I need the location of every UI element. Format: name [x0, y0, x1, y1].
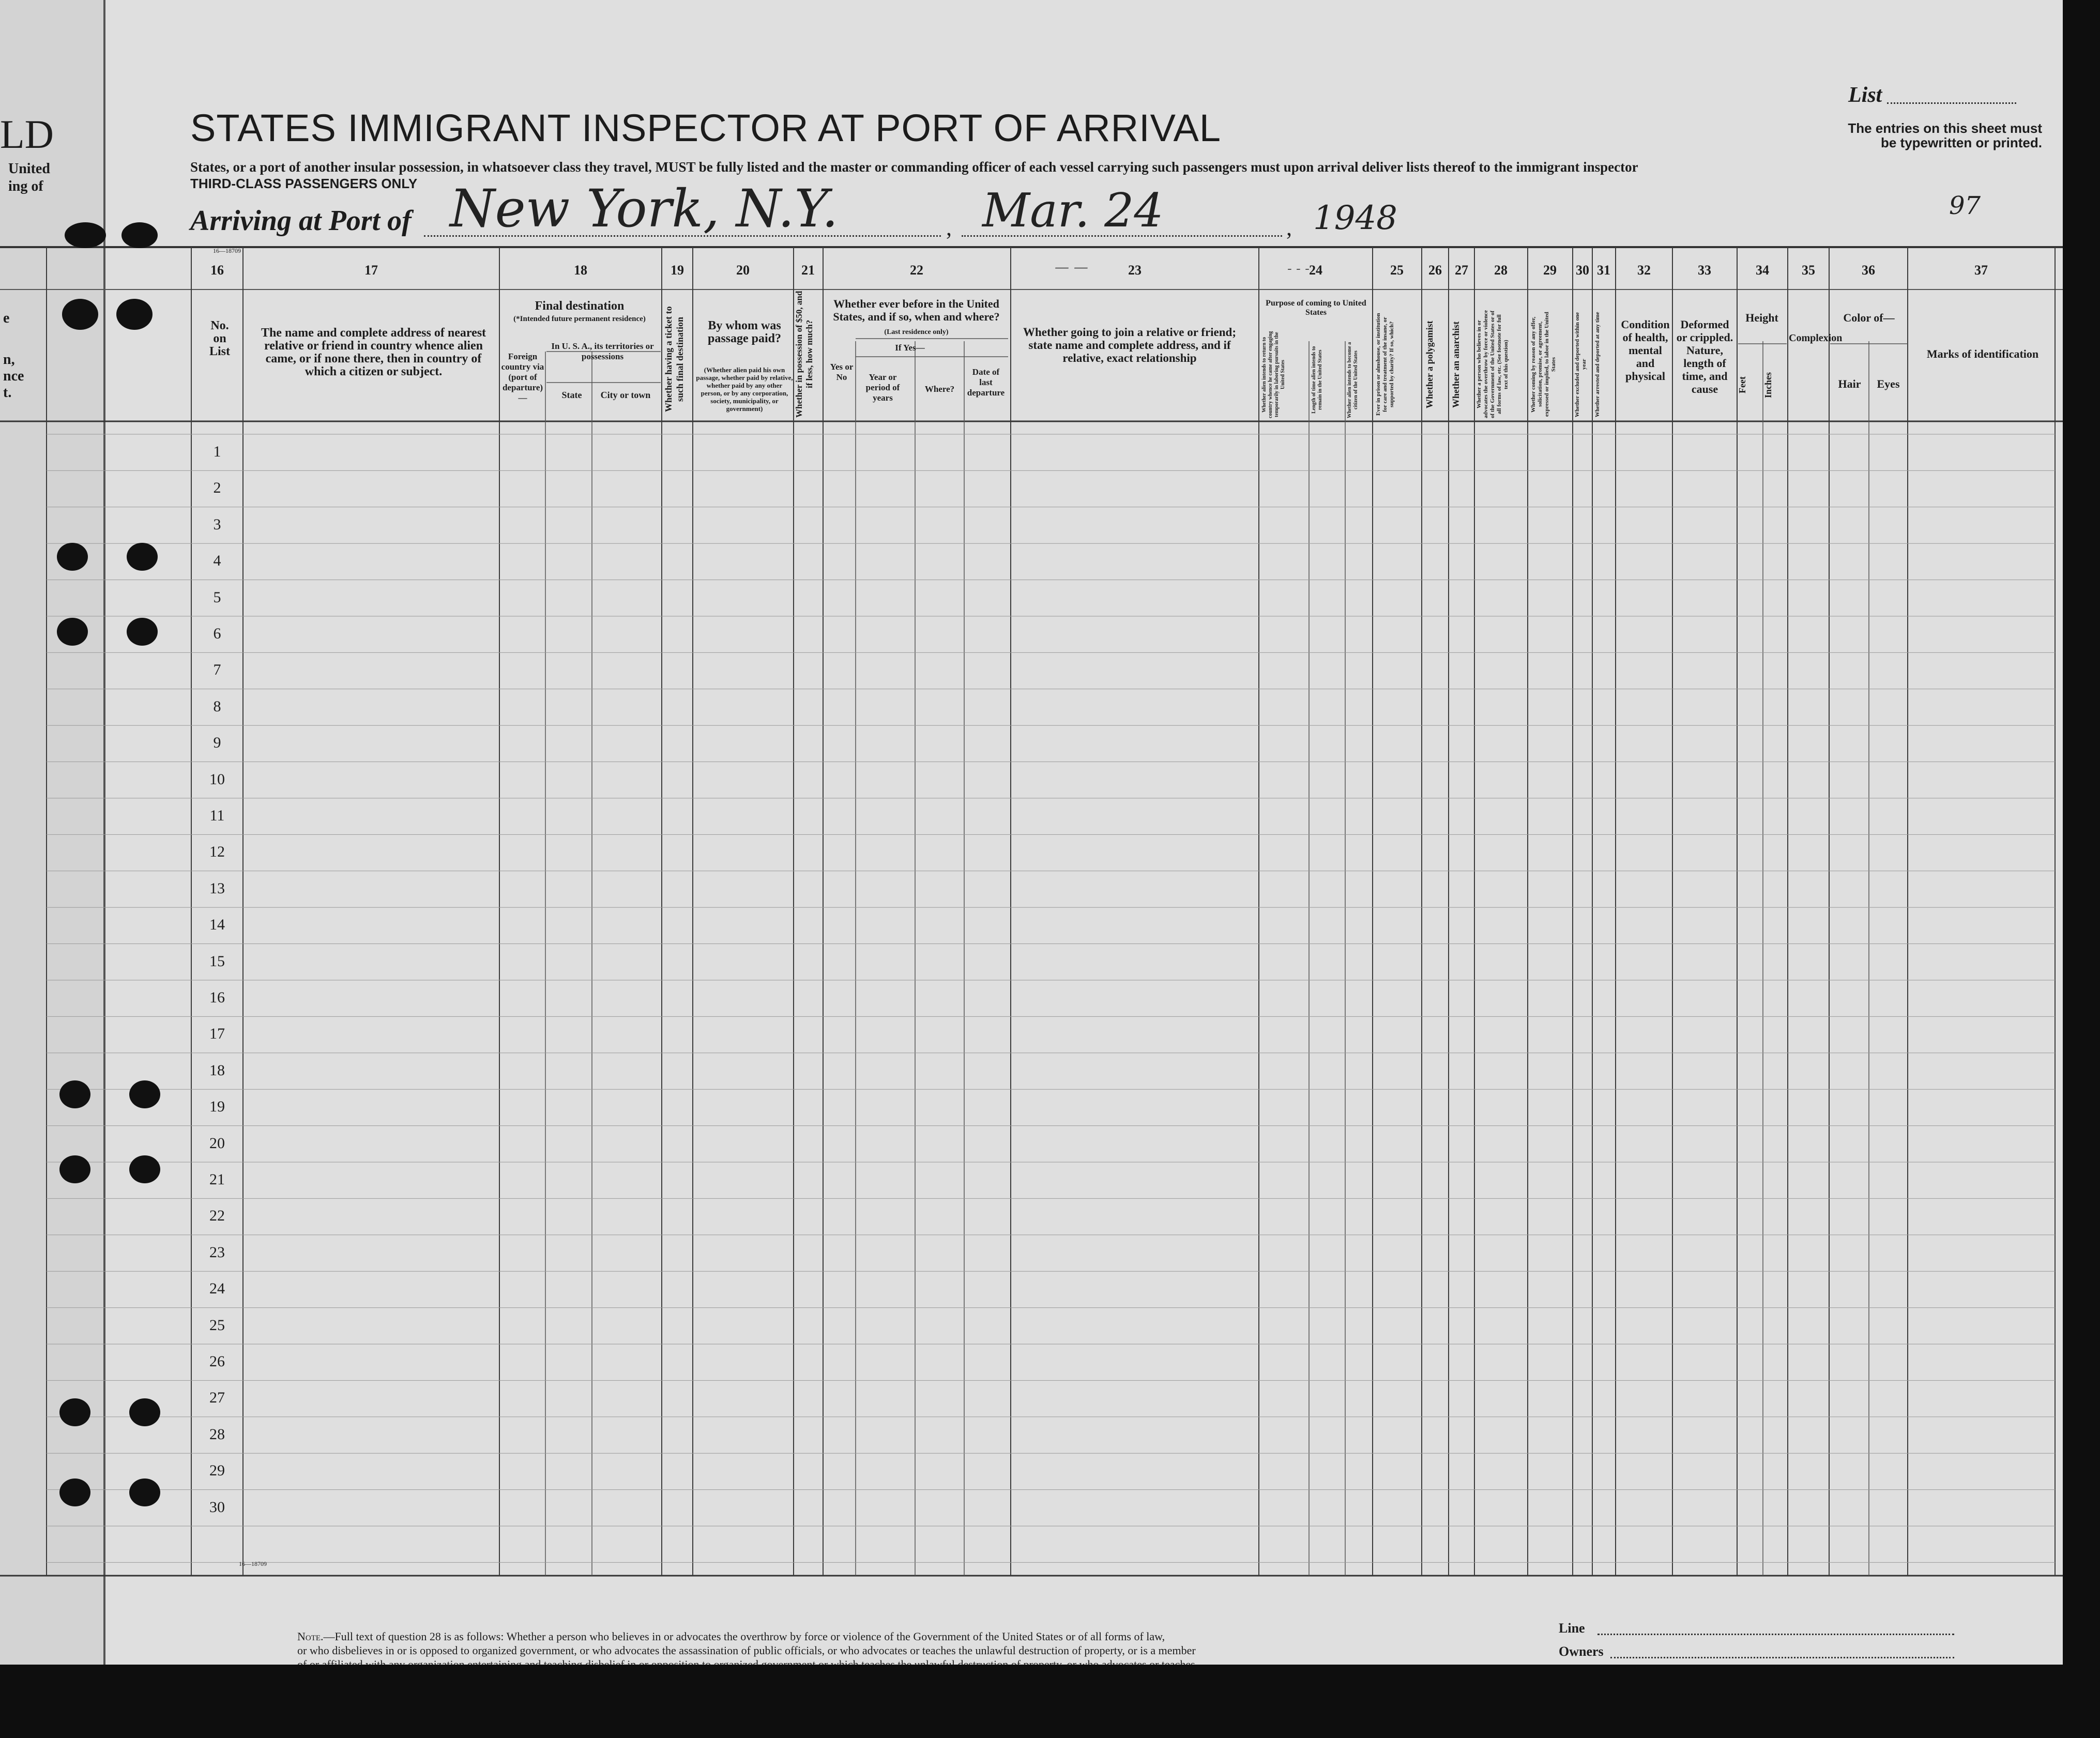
header-last-residence: (Last residence only) — [884, 328, 949, 336]
punch-hole — [129, 1155, 160, 1183]
header-height: Height — [1745, 311, 1778, 324]
owners-field — [1610, 1657, 1954, 1658]
row-number: 26 — [209, 1353, 225, 1370]
header-foreign-country: Foreign country via (port of departure)— — [501, 352, 544, 403]
line-label: Line — [1559, 1621, 1585, 1636]
row-number: 10 — [209, 770, 225, 788]
column-number: 35 — [1802, 263, 1815, 278]
comma: , — [1286, 215, 1292, 240]
punch-hole — [59, 1398, 90, 1426]
flap-text-1: United ing of — [8, 161, 50, 194]
header-anarchist: Whether an anarchist — [1451, 321, 1461, 408]
punch-hole — [57, 543, 88, 571]
row-number: 27 — [209, 1389, 225, 1407]
list-line — [1887, 102, 2016, 104]
date-handwritten: Mar. 24 — [982, 184, 1164, 238]
row-number: 8 — [213, 697, 221, 715]
line-field — [1597, 1634, 1954, 1635]
column-number: 25 — [1390, 263, 1404, 278]
column-number: 29 — [1543, 263, 1557, 278]
comma: , — [946, 215, 952, 240]
column-number: 21 — [801, 263, 815, 278]
row-number: 2 — [213, 479, 221, 497]
header-28: Whether a person who believes in or advocates the overthrow by force or violence of the Government of the United States or of all forms of law, etc. (See footnote for full text of this question) — [1476, 310, 1509, 419]
row-number: 24 — [209, 1280, 225, 1298]
header-date-departure: Date of last departure — [967, 367, 1005, 398]
row-number: 3 — [213, 515, 221, 533]
header-inches: Inches — [1763, 372, 1773, 399]
header-passage-paid: By whom was passage paid? — [707, 319, 782, 345]
row-number: 5 — [213, 588, 221, 606]
row-number: 28 — [209, 1425, 225, 1443]
punch-hole — [121, 222, 158, 248]
header-complexion: Complexion — [1789, 332, 1843, 344]
column-number: 22 — [910, 263, 923, 278]
class-label: THIRD-CLASS PASSENGERS ONLY — [190, 176, 418, 191]
header-final-destination: Final destination (*Intended future permanent residence) — [513, 299, 646, 323]
scan-border-bottom — [0, 1665, 2100, 1738]
row-number: 18 — [209, 1061, 225, 1079]
column-number: 17 — [364, 263, 378, 278]
column-number: 18 — [574, 263, 587, 278]
punch-hole — [129, 1478, 160, 1506]
header-condition: Condition of health, mental and physical — [1621, 318, 1670, 383]
column-number: 28 — [1494, 263, 1508, 278]
punch-hole — [116, 299, 153, 330]
header-nearest-relative: The name and complete address of nearest relative or friend in country whence alien came, or if none there, then in country of which a citizen or subject. — [261, 326, 486, 378]
faint-mark: - - - — [1287, 261, 1310, 277]
column-number: 23 — [1128, 263, 1142, 278]
row-number: 17 — [209, 1025, 225, 1043]
punch-hole — [65, 222, 106, 248]
header-where: Where? — [924, 384, 955, 394]
column-number: 27 — [1455, 263, 1468, 278]
header-30: Whether excluded and deported within one year — [1574, 312, 1587, 417]
header-31: Whether arrested and deported at any time — [1594, 312, 1601, 417]
header-year-period: Year or period of years — [865, 372, 900, 403]
column-number: 33 — [1698, 263, 1711, 278]
header-purpose: Purpose of coming to United States — [1266, 299, 1366, 317]
punch-hole — [127, 543, 158, 571]
punch-hole — [62, 299, 98, 330]
column-number: 16 — [210, 263, 224, 278]
column-number: 36 — [1862, 263, 1875, 278]
instructions-line: States, or a port of another insular possession, in whatsoever class they travel, MUST be fully listed and the master or commanding officer of each vessel carrying such passengers must upon arrival deliver lists thereof to the immigrant inspector — [190, 159, 1638, 175]
port-handwritten: New York, N.Y. — [450, 178, 839, 239]
row-number: 11 — [209, 807, 225, 824]
typewritten-note: The entries on this sheet must be typewritten or printed. — [1848, 120, 2042, 150]
row-number: 9 — [213, 734, 221, 752]
punch-hole — [129, 1080, 160, 1108]
column-number: 34 — [1756, 263, 1769, 278]
header-eyes: Eyes — [1877, 377, 1900, 390]
header-no-on-list: No. on List — [209, 319, 230, 358]
row-number: 29 — [209, 1462, 225, 1480]
list-label: List — [1848, 83, 1882, 107]
header-marks: Marks of identification — [1926, 347, 2039, 360]
owners-label: Owners — [1559, 1644, 1604, 1659]
column-number: 20 — [736, 263, 750, 278]
column-number: 19 — [671, 263, 684, 278]
column-number: 26 — [1428, 263, 1442, 278]
page-title: STATES IMMIGRANT INSPECTOR AT PORT OF ARRIVAL — [190, 106, 1222, 149]
punch-hole — [57, 618, 88, 646]
row-number: 13 — [209, 879, 225, 897]
column-number: 30 — [1576, 263, 1589, 278]
header-purpose-c: Whether alien intends to become a citizen of the United States — [1347, 342, 1359, 418]
header-in-usa: In U. S. A., its territories or possessions — [551, 341, 654, 361]
row-number: 16 — [209, 989, 225, 1006]
header-if-yes: If Yes— — [895, 343, 925, 353]
row-number: 23 — [209, 1243, 225, 1261]
column-number: 31 — [1597, 263, 1610, 278]
header-possession-50: Whether in possession of $50, and if less, how much? — [794, 291, 814, 418]
row-number: 20 — [209, 1134, 225, 1152]
header-hair: Hair — [1838, 377, 1861, 390]
flap-title-fragment: LD — [0, 112, 54, 157]
header-deformed: Deformed or crippled. Nature, length of time, and cause — [1676, 318, 1733, 395]
row-number: 1 — [213, 443, 221, 460]
header-purpose-a: Whether alien intends to return to country whence he came after engaging temporarily in laboring pursuits in the United States — [1261, 331, 1286, 419]
header-passage-paid-note: (Whether alien paid his own passage, whether paid by relative, whether paid by any other person, or by any corporation, society, municipality, or government) — [696, 366, 793, 413]
punch-hole — [59, 1155, 90, 1183]
form-number-bottom: 16—18709 — [239, 1560, 267, 1567]
row-number: 4 — [213, 552, 221, 570]
row-number: 14 — [209, 916, 225, 934]
page-number: 97 — [1949, 191, 1981, 220]
header-polygamist: Whether a polygamist — [1424, 321, 1435, 408]
header-state: State — [561, 390, 582, 400]
arriving-label: Arriving at Port of — [190, 205, 412, 237]
punch-hole — [127, 618, 158, 646]
header-25: Ever in prison or almshouse, or institution for care and treatment of the insane, or supported by charity? If so, which? — [1375, 313, 1395, 416]
faint-mark: — — — [1055, 258, 1088, 276]
footnote: Note.—Full text of question 28 is as follows: Whether a person who believes in or advocates the overthrow by force or violence of the Government of the United States or of all forms of law, or who disbelieves in or is opposed to organized government, or who advocates the assassination of public officials, or who advocates or teaches the unlawful destruction of property, or is a member — [297, 1630, 1196, 1657]
row-number: 19 — [209, 1098, 225, 1116]
year-handwritten: 1948 — [1313, 199, 1397, 237]
row-number: 7 — [213, 661, 221, 679]
row-number: 22 — [209, 1207, 225, 1225]
row-number: 12 — [209, 843, 225, 861]
flap-text-3: n, nce t. — [3, 352, 24, 401]
header-color-of: Color of— — [1843, 311, 1895, 324]
row-number: 6 — [213, 625, 221, 642]
header-yes-no: Yes or No — [830, 362, 854, 382]
row-number: 30 — [209, 1498, 225, 1516]
punch-hole — [59, 1478, 90, 1506]
row-number: 21 — [209, 1171, 225, 1188]
header-29: Whether coming by reason of any offer, solicitation, promise, or agreement, expressed or implied, to labor in the United States — [1530, 312, 1557, 417]
header-ever-before: Whether ever before in the United States, and if so, when and where? — [833, 297, 1000, 323]
column-number: 32 — [1637, 263, 1651, 278]
header-purpose-b: Length of time alien intends to remain in the United States — [1311, 346, 1323, 414]
header-feet: Feet — [1737, 376, 1747, 394]
column-number: 37 — [1974, 263, 1988, 278]
column-number: 24 — [1309, 263, 1322, 278]
row-number: 25 — [209, 1316, 225, 1334]
punch-hole — [59, 1080, 90, 1108]
flap-text-2: e — [3, 310, 10, 326]
header-city: City or town — [600, 390, 651, 400]
form-number-top: 16—18709 — [213, 247, 241, 254]
row-number: 15 — [209, 952, 225, 970]
header-ticket: Whether having a ticket to such final destination — [663, 306, 685, 413]
punch-hole — [129, 1398, 160, 1426]
scan-border-right — [2063, 0, 2100, 1738]
header-join-relative: Whether going to join a relative or friend; state name and complete address, and if relative, exact relationship — [1023, 326, 1237, 364]
